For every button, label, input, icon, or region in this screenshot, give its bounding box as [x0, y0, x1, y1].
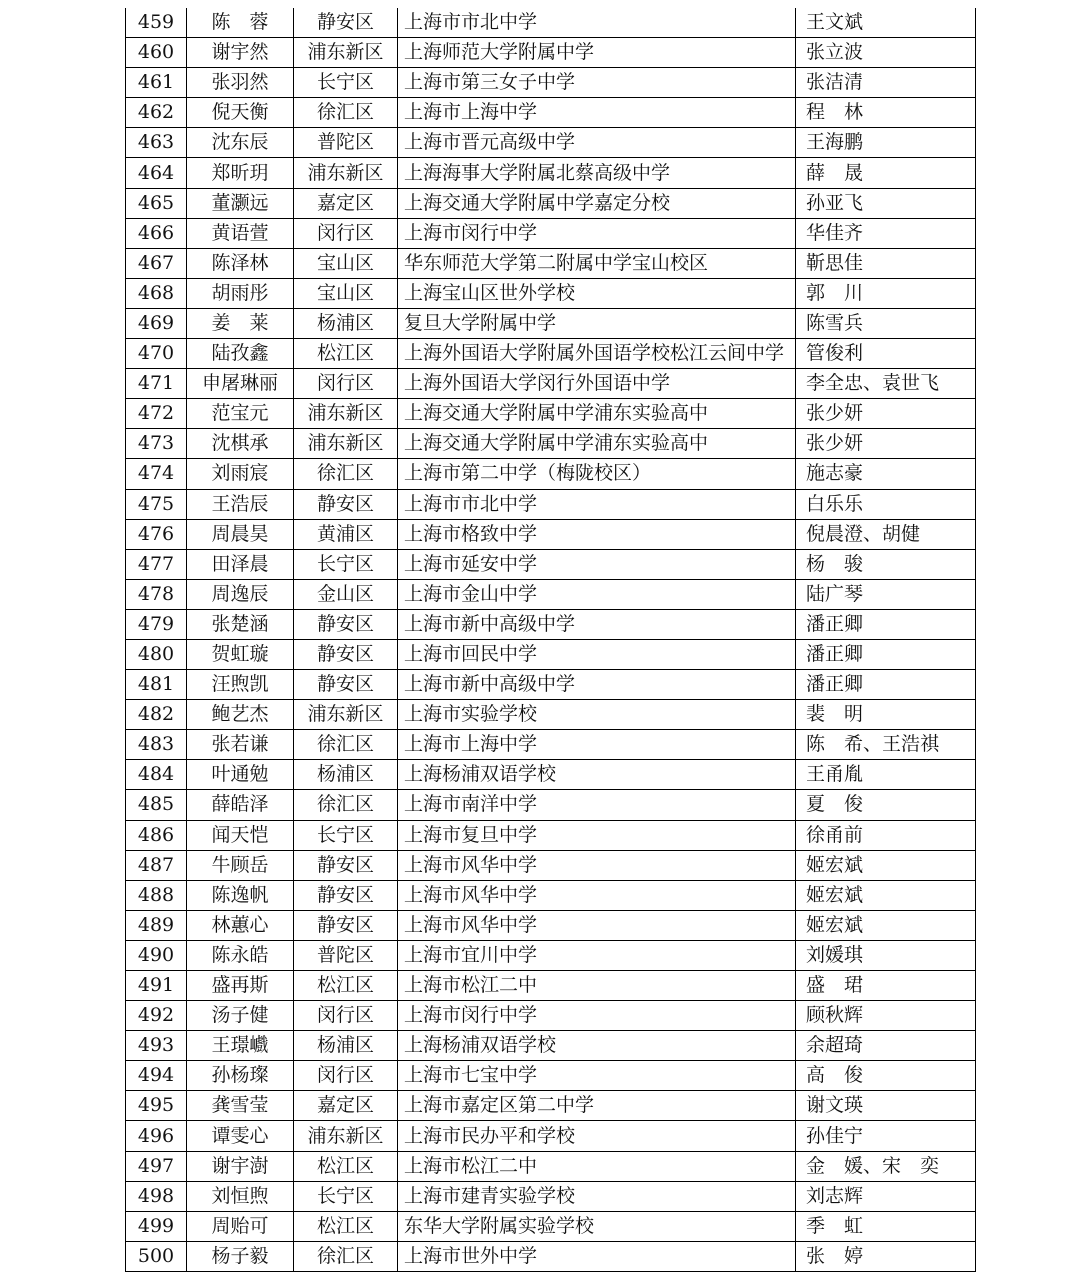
teacher-cell: 姬宏斌 — [796, 910, 976, 940]
school-cell: 上海市南洋中学 — [398, 790, 796, 820]
school-cell: 上海市松江二中 — [398, 971, 796, 1001]
district-cell: 闵行区 — [294, 1061, 398, 1091]
teacher-cell: 余超琦 — [796, 1031, 976, 1061]
teacher-cell: 管俊利 — [796, 339, 976, 369]
row-number-cell: 488 — [126, 880, 187, 910]
school-cell: 上海市市北中学 — [398, 489, 796, 519]
school-cell: 上海交通大学附属中学嘉定分校 — [398, 188, 796, 218]
row-number-cell: 497 — [126, 1151, 187, 1181]
district-cell: 嘉定区 — [294, 188, 398, 218]
student-name-cell: 黄语萱 — [187, 218, 294, 248]
district-cell: 静安区 — [294, 670, 398, 700]
student-name-cell: 叶通勉 — [187, 760, 294, 790]
school-cell: 上海市嘉定区第二中学 — [398, 1091, 796, 1121]
row-number-cell: 500 — [126, 1241, 187, 1271]
table-row — [126, 940, 976, 970]
student-name-cell: 郑昕玥 — [187, 158, 294, 188]
row-number-cell: 471 — [126, 369, 187, 399]
student-name-cell: 王浩辰 — [187, 489, 294, 519]
table-row — [126, 1091, 976, 1121]
student-name-cell: 王璟巇 — [187, 1031, 294, 1061]
table-row — [126, 98, 976, 128]
district-cell: 徐汇区 — [294, 98, 398, 128]
school-cell: 东华大学附属实验学校 — [398, 1211, 796, 1241]
school-cell: 上海市闵行中学 — [398, 218, 796, 248]
row-number-cell: 494 — [126, 1061, 187, 1091]
row-number-cell: 473 — [126, 429, 187, 459]
district-cell: 杨浦区 — [294, 760, 398, 790]
row-number-cell: 469 — [126, 308, 187, 338]
district-cell: 闵行区 — [294, 218, 398, 248]
district-cell: 静安区 — [294, 639, 398, 669]
row-number-cell: 485 — [126, 790, 187, 820]
school-cell: 上海市晋元高级中学 — [398, 128, 796, 158]
student-name-cell: 张若谦 — [187, 730, 294, 760]
row-number-cell: 472 — [126, 399, 187, 429]
row-number-cell: 492 — [126, 1001, 187, 1031]
row-number-cell: 496 — [126, 1121, 187, 1151]
table-row — [126, 880, 976, 910]
teacher-cell: 谢文瑛 — [796, 1091, 976, 1121]
table-row — [126, 700, 976, 730]
district-cell: 徐汇区 — [294, 1241, 398, 1271]
table-row — [126, 128, 976, 158]
district-cell: 黄浦区 — [294, 519, 398, 549]
row-number-cell: 484 — [126, 760, 187, 790]
teacher-cell: 张洁清 — [796, 68, 976, 98]
school-cell: 上海杨浦双语学校 — [398, 1031, 796, 1061]
school-cell: 上海市风华中学 — [398, 880, 796, 910]
district-cell: 宝山区 — [294, 248, 398, 278]
row-number-cell: 483 — [126, 730, 187, 760]
student-name-cell: 田泽晨 — [187, 549, 294, 579]
table-row — [126, 1001, 976, 1031]
district-cell: 静安区 — [294, 910, 398, 940]
row-number-cell: 480 — [126, 639, 187, 669]
table-row — [126, 670, 976, 700]
student-name-cell: 张楚涵 — [187, 609, 294, 639]
district-cell: 静安区 — [294, 609, 398, 639]
student-name-cell: 张羽然 — [187, 68, 294, 98]
teacher-cell: 刘志辉 — [796, 1181, 976, 1211]
teacher-cell: 金 媛、宋 奕 — [796, 1151, 976, 1181]
row-number-cell: 481 — [126, 670, 187, 700]
teacher-cell: 徐甬前 — [796, 820, 976, 850]
student-name-cell: 盛再斯 — [187, 971, 294, 1001]
school-cell: 上海市复旦中学 — [398, 820, 796, 850]
student-name-cell: 申屠琳丽 — [187, 369, 294, 399]
table-row — [126, 1151, 976, 1181]
table-row — [126, 519, 976, 549]
student-name-cell: 薛皓泽 — [187, 790, 294, 820]
teacher-cell: 盛 珺 — [796, 971, 976, 1001]
teacher-cell: 裴 明 — [796, 700, 976, 730]
student-name-cell: 姜 莱 — [187, 308, 294, 338]
teacher-cell: 王文斌 — [796, 8, 976, 38]
row-number-cell: 468 — [126, 278, 187, 308]
table-row — [126, 1241, 976, 1271]
teacher-cell: 张立波 — [796, 38, 976, 68]
district-cell: 松江区 — [294, 1151, 398, 1181]
student-name-cell: 牛顾岳 — [187, 850, 294, 880]
teacher-cell: 张少妍 — [796, 429, 976, 459]
teacher-cell: 孙亚飞 — [796, 188, 976, 218]
school-cell: 上海市风华中学 — [398, 910, 796, 940]
teacher-cell: 李全忠、袁世飞 — [796, 369, 976, 399]
teacher-cell: 顾秋辉 — [796, 1001, 976, 1031]
row-number-cell: 465 — [126, 188, 187, 218]
teacher-cell: 夏 俊 — [796, 790, 976, 820]
table-row — [126, 971, 976, 1001]
student-name-cell: 胡雨彤 — [187, 278, 294, 308]
district-cell: 静安区 — [294, 489, 398, 519]
row-number-cell: 464 — [126, 158, 187, 188]
school-cell: 上海市闵行中学 — [398, 1001, 796, 1031]
district-cell: 浦东新区 — [294, 700, 398, 730]
school-cell: 上海市七宝中学 — [398, 1061, 796, 1091]
district-cell: 长宁区 — [294, 1181, 398, 1211]
teacher-cell: 潘正卿 — [796, 670, 976, 700]
district-cell: 杨浦区 — [294, 308, 398, 338]
row-number-cell: 466 — [126, 218, 187, 248]
student-name-cell: 汤子健 — [187, 1001, 294, 1031]
school-cell: 上海市第二中学（梅陇校区） — [398, 459, 796, 489]
teacher-cell: 陆广琴 — [796, 579, 976, 609]
school-cell: 上海海事大学附属北蔡高级中学 — [398, 158, 796, 188]
table-row — [126, 850, 976, 880]
teacher-cell: 刘媛琪 — [796, 940, 976, 970]
student-name-cell: 沈棋承 — [187, 429, 294, 459]
row-number-cell: 476 — [126, 519, 187, 549]
row-number-cell: 498 — [126, 1181, 187, 1211]
teacher-cell: 华佳齐 — [796, 218, 976, 248]
student-name-cell: 杨子毅 — [187, 1241, 294, 1271]
district-cell: 浦东新区 — [294, 1121, 398, 1151]
district-cell: 浦东新区 — [294, 158, 398, 188]
row-number-cell: 467 — [126, 248, 187, 278]
district-cell: 松江区 — [294, 1211, 398, 1241]
district-cell: 静安区 — [294, 850, 398, 880]
teacher-cell: 陈 希、王浩祺 — [796, 730, 976, 760]
student-name-cell: 谭雯心 — [187, 1121, 294, 1151]
school-cell: 上海市建青实验学校 — [398, 1181, 796, 1211]
school-cell: 上海外国语大学附属外国语学校松江云间中学 — [398, 339, 796, 369]
district-cell: 嘉定区 — [294, 1091, 398, 1121]
student-name-cell: 范宝元 — [187, 399, 294, 429]
teacher-cell: 潘正卿 — [796, 639, 976, 669]
student-name-cell: 陆孜鑫 — [187, 339, 294, 369]
teacher-cell: 杨 骏 — [796, 549, 976, 579]
table-row — [126, 8, 976, 38]
district-cell: 长宁区 — [294, 549, 398, 579]
student-name-cell: 沈东辰 — [187, 128, 294, 158]
student-name-cell: 孙杨璨 — [187, 1061, 294, 1091]
award-list-body — [126, 8, 976, 1271]
district-cell: 普陀区 — [294, 940, 398, 970]
table-row — [126, 639, 976, 669]
student-name-cell: 谢宇澍 — [187, 1151, 294, 1181]
school-cell: 上海市新中高级中学 — [398, 670, 796, 700]
row-number-cell: 461 — [126, 68, 187, 98]
school-cell: 华东师范大学第二附属中学宝山校区 — [398, 248, 796, 278]
row-number-cell: 463 — [126, 128, 187, 158]
table-row — [126, 68, 976, 98]
district-cell: 宝山区 — [294, 278, 398, 308]
teacher-cell: 陈雪兵 — [796, 308, 976, 338]
table-row — [126, 248, 976, 278]
student-name-cell: 陈 蓉 — [187, 8, 294, 38]
school-cell: 复旦大学附属中学 — [398, 308, 796, 338]
table-row — [126, 1061, 976, 1091]
school-cell: 上海市世外中学 — [398, 1241, 796, 1271]
teacher-cell: 姬宏斌 — [796, 880, 976, 910]
row-number-cell: 499 — [126, 1211, 187, 1241]
student-name-cell: 倪天衡 — [187, 98, 294, 128]
school-cell: 上海市实验学校 — [398, 700, 796, 730]
student-name-cell: 林蕙心 — [187, 910, 294, 940]
table-row — [126, 399, 976, 429]
row-number-cell: 482 — [126, 700, 187, 730]
table-row — [126, 38, 976, 68]
student-name-cell: 贺虹璇 — [187, 639, 294, 669]
row-number-cell: 493 — [126, 1031, 187, 1061]
student-name-cell: 谢宇然 — [187, 38, 294, 68]
table-row — [126, 218, 976, 248]
table-row — [126, 820, 976, 850]
district-cell: 杨浦区 — [294, 1031, 398, 1061]
school-cell: 上海宝山区世外学校 — [398, 278, 796, 308]
teacher-cell: 张少妍 — [796, 399, 976, 429]
row-number-cell: 490 — [126, 940, 187, 970]
school-cell: 上海市延安中学 — [398, 549, 796, 579]
teacher-cell: 程 林 — [796, 98, 976, 128]
table-row — [126, 790, 976, 820]
teacher-cell: 郭 川 — [796, 278, 976, 308]
row-number-cell: 475 — [126, 489, 187, 519]
teacher-cell: 倪晨澄、胡健 — [796, 519, 976, 549]
student-name-cell: 闻天恺 — [187, 820, 294, 850]
teacher-cell: 王海鹏 — [796, 128, 976, 158]
student-name-cell: 陈泽林 — [187, 248, 294, 278]
teacher-cell: 王甬胤 — [796, 760, 976, 790]
student-name-cell: 陈逸帆 — [187, 880, 294, 910]
school-cell: 上海外国语大学闵行外国语中学 — [398, 369, 796, 399]
school-cell: 上海市风华中学 — [398, 850, 796, 880]
table-row — [126, 1211, 976, 1241]
district-cell: 闵行区 — [294, 1001, 398, 1031]
table-row — [126, 730, 976, 760]
teacher-cell: 潘正卿 — [796, 609, 976, 639]
district-cell: 松江区 — [294, 339, 398, 369]
student-name-cell: 鲍艺杰 — [187, 700, 294, 730]
row-number-cell: 474 — [126, 459, 187, 489]
award-list-table — [125, 8, 976, 1272]
row-number-cell: 487 — [126, 850, 187, 880]
school-cell: 上海市民办平和学校 — [398, 1121, 796, 1151]
school-cell: 上海市金山中学 — [398, 579, 796, 609]
row-number-cell: 489 — [126, 910, 187, 940]
school-cell: 上海市格致中学 — [398, 519, 796, 549]
teacher-cell: 靳思佳 — [796, 248, 976, 278]
district-cell: 金山区 — [294, 579, 398, 609]
district-cell: 闵行区 — [294, 369, 398, 399]
school-cell: 上海市松江二中 — [398, 1151, 796, 1181]
school-cell: 上海市第三女子中学 — [398, 68, 796, 98]
student-name-cell: 周晨昊 — [187, 519, 294, 549]
table-row — [126, 308, 976, 338]
school-cell: 上海市上海中学 — [398, 730, 796, 760]
row-number-cell: 460 — [126, 38, 187, 68]
district-cell: 长宁区 — [294, 820, 398, 850]
table-row — [126, 158, 976, 188]
district-cell: 浦东新区 — [294, 399, 398, 429]
student-name-cell: 周贻可 — [187, 1211, 294, 1241]
table-row — [126, 429, 976, 459]
district-cell: 徐汇区 — [294, 790, 398, 820]
row-number-cell: 459 — [126, 8, 187, 38]
row-number-cell: 478 — [126, 579, 187, 609]
district-cell: 静安区 — [294, 880, 398, 910]
district-cell: 松江区 — [294, 971, 398, 1001]
row-number-cell: 491 — [126, 971, 187, 1001]
table-row — [126, 910, 976, 940]
district-cell: 徐汇区 — [294, 730, 398, 760]
teacher-cell: 季 虹 — [796, 1211, 976, 1241]
teacher-cell: 张 婷 — [796, 1241, 976, 1271]
school-cell: 上海市回民中学 — [398, 639, 796, 669]
row-number-cell: 477 — [126, 549, 187, 579]
school-cell: 上海师范大学附属中学 — [398, 38, 796, 68]
table-row — [126, 1031, 976, 1061]
district-cell: 徐汇区 — [294, 459, 398, 489]
student-name-cell: 龚雪莹 — [187, 1091, 294, 1121]
school-cell: 上海市市北中学 — [398, 8, 796, 38]
school-cell: 上海交通大学附属中学浦东实验高中 — [398, 399, 796, 429]
district-cell: 浦东新区 — [294, 38, 398, 68]
school-cell: 上海市上海中学 — [398, 98, 796, 128]
table-row — [126, 609, 976, 639]
table-row — [126, 459, 976, 489]
table-row — [126, 760, 976, 790]
teacher-cell: 姬宏斌 — [796, 850, 976, 880]
row-number-cell: 495 — [126, 1091, 187, 1121]
district-cell: 长宁区 — [294, 68, 398, 98]
district-cell: 静安区 — [294, 8, 398, 38]
row-number-cell: 486 — [126, 820, 187, 850]
table-row — [126, 278, 976, 308]
teacher-cell: 薛 晟 — [796, 158, 976, 188]
student-name-cell: 董灏远 — [187, 188, 294, 218]
student-name-cell: 陈永皓 — [187, 940, 294, 970]
district-cell: 普陀区 — [294, 128, 398, 158]
student-name-cell: 刘恒煦 — [187, 1181, 294, 1211]
district-cell: 浦东新区 — [294, 429, 398, 459]
table-row — [126, 579, 976, 609]
student-name-cell: 周逸辰 — [187, 579, 294, 609]
table-row — [126, 489, 976, 519]
table-row — [126, 1181, 976, 1211]
table-row — [126, 549, 976, 579]
teacher-cell: 白乐乐 — [796, 489, 976, 519]
row-number-cell: 479 — [126, 609, 187, 639]
teacher-cell: 孙佳宁 — [796, 1121, 976, 1151]
school-cell: 上海交通大学附属中学浦东实验高中 — [398, 429, 796, 459]
award-list-page — [125, 8, 976, 1272]
table-row — [126, 339, 976, 369]
school-cell: 上海市新中高级中学 — [398, 609, 796, 639]
row-number-cell: 462 — [126, 98, 187, 128]
row-number-cell: 470 — [126, 339, 187, 369]
teacher-cell: 高 俊 — [796, 1061, 976, 1091]
table-row — [126, 1121, 976, 1151]
school-cell: 上海杨浦双语学校 — [398, 760, 796, 790]
student-name-cell: 汪煦凯 — [187, 670, 294, 700]
student-name-cell: 刘雨宸 — [187, 459, 294, 489]
school-cell: 上海市宜川中学 — [398, 940, 796, 970]
table-row — [126, 188, 976, 218]
teacher-cell: 施志豪 — [796, 459, 976, 489]
table-row — [126, 369, 976, 399]
